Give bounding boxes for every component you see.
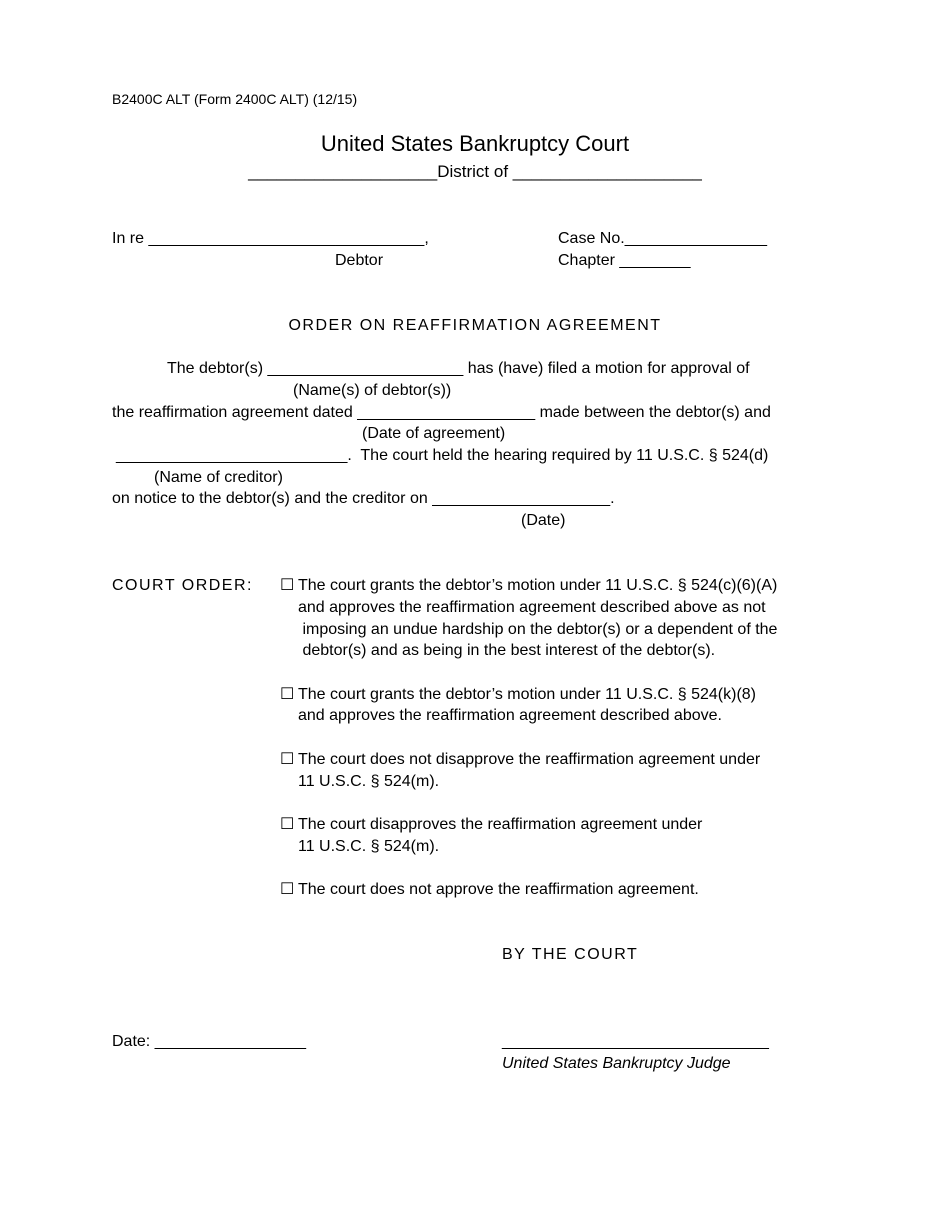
body-line-agreement-date[interactable]: the reaffirmation agreement dated ____________________ made between the debtor(s) and <box>112 404 771 421</box>
district-line[interactable]: ____________________District of ____________________ <box>248 162 702 181</box>
body-line-debtors[interactable]: The debtor(s) ______________________ has (have) filed a motion for approval of <box>167 360 750 377</box>
order-title: ORDER ON REAFFIRMATION AGREEMENT <box>288 317 662 334</box>
checkbox-grant-524c[interactable]: ☐ <box>280 577 295 594</box>
judge-title: United States Bankruptcy Judge <box>502 1055 731 1072</box>
case-number-line[interactable]: Case No.________________ <box>558 230 768 247</box>
option-not-approve-text: The court does not approve the reaffirmation agreement. <box>298 881 699 898</box>
label-date: (Date) <box>521 512 566 529</box>
option-disapprove-text: The court disapproves the reaffirmation agreement under <box>298 816 703 833</box>
option-not-disapprove-text: 11 U.S.C. § 524(m). <box>298 773 440 790</box>
form-identifier: B2400C ALT (Form 2400C ALT) (12/15) <box>112 91 358 107</box>
date-line[interactable]: Date: _________________ <box>112 1033 306 1050</box>
checkbox-grant-524k[interactable]: ☐ <box>280 686 295 703</box>
debtor-label: Debtor <box>335 252 384 269</box>
label-names-of-debtors: (Name(s) of debtor(s)) <box>293 382 452 399</box>
by-the-court: BY THE COURT <box>502 946 639 963</box>
option-disapprove-text: 11 U.S.C. § 524(m). <box>298 838 440 855</box>
checkbox-not-approve[interactable]: ☐ <box>280 881 295 898</box>
checkbox-disapprove[interactable]: ☐ <box>280 816 295 833</box>
chapter-line[interactable]: Chapter ________ <box>558 252 691 269</box>
court-order-label: COURT ORDER: <box>112 577 253 594</box>
body-line-notice-date[interactable]: on notice to the debtor(s) and the creditor on ____________________. <box>112 490 615 507</box>
option-grant-524c-text: imposing an undue hardship on the debtor(s) or a dependent of the <box>298 621 778 638</box>
option-grant-524c-text: The court grants the debtor’s motion under 11 U.S.C. § 524(c)(6)(A) <box>298 577 778 594</box>
option-grant-524k-text: and approves the reaffirmation agreement described above. <box>298 707 722 724</box>
label-date-of-agreement: (Date of agreement) <box>362 425 506 442</box>
checkbox-not-disapprove[interactable]: ☐ <box>280 751 295 768</box>
label-name-of-creditor: (Name of creditor) <box>154 469 283 486</box>
option-not-disapprove-text: The court does not disapprove the reaffirmation agreement under <box>298 751 761 768</box>
body-line-creditor[interactable]: __________________________. The court held the hearing required by 11 U.S.C. § 524(d) <box>116 447 769 464</box>
court-name: United States Bankruptcy Court <box>320 131 630 156</box>
in-re-line[interactable]: In re _______________________________, <box>112 230 429 247</box>
option-grant-524c-text: debtor(s) and as being in the best interest of the debtor(s). <box>298 642 716 659</box>
option-grant-524c-text: and approves the reaffirmation agreement described above as not <box>298 599 766 616</box>
option-grant-524k-text: The court grants the debtor’s motion under 11 U.S.C. § 524(k)(8) <box>298 686 757 703</box>
judge-signature-line[interactable]: ______________________________ <box>502 1033 769 1050</box>
